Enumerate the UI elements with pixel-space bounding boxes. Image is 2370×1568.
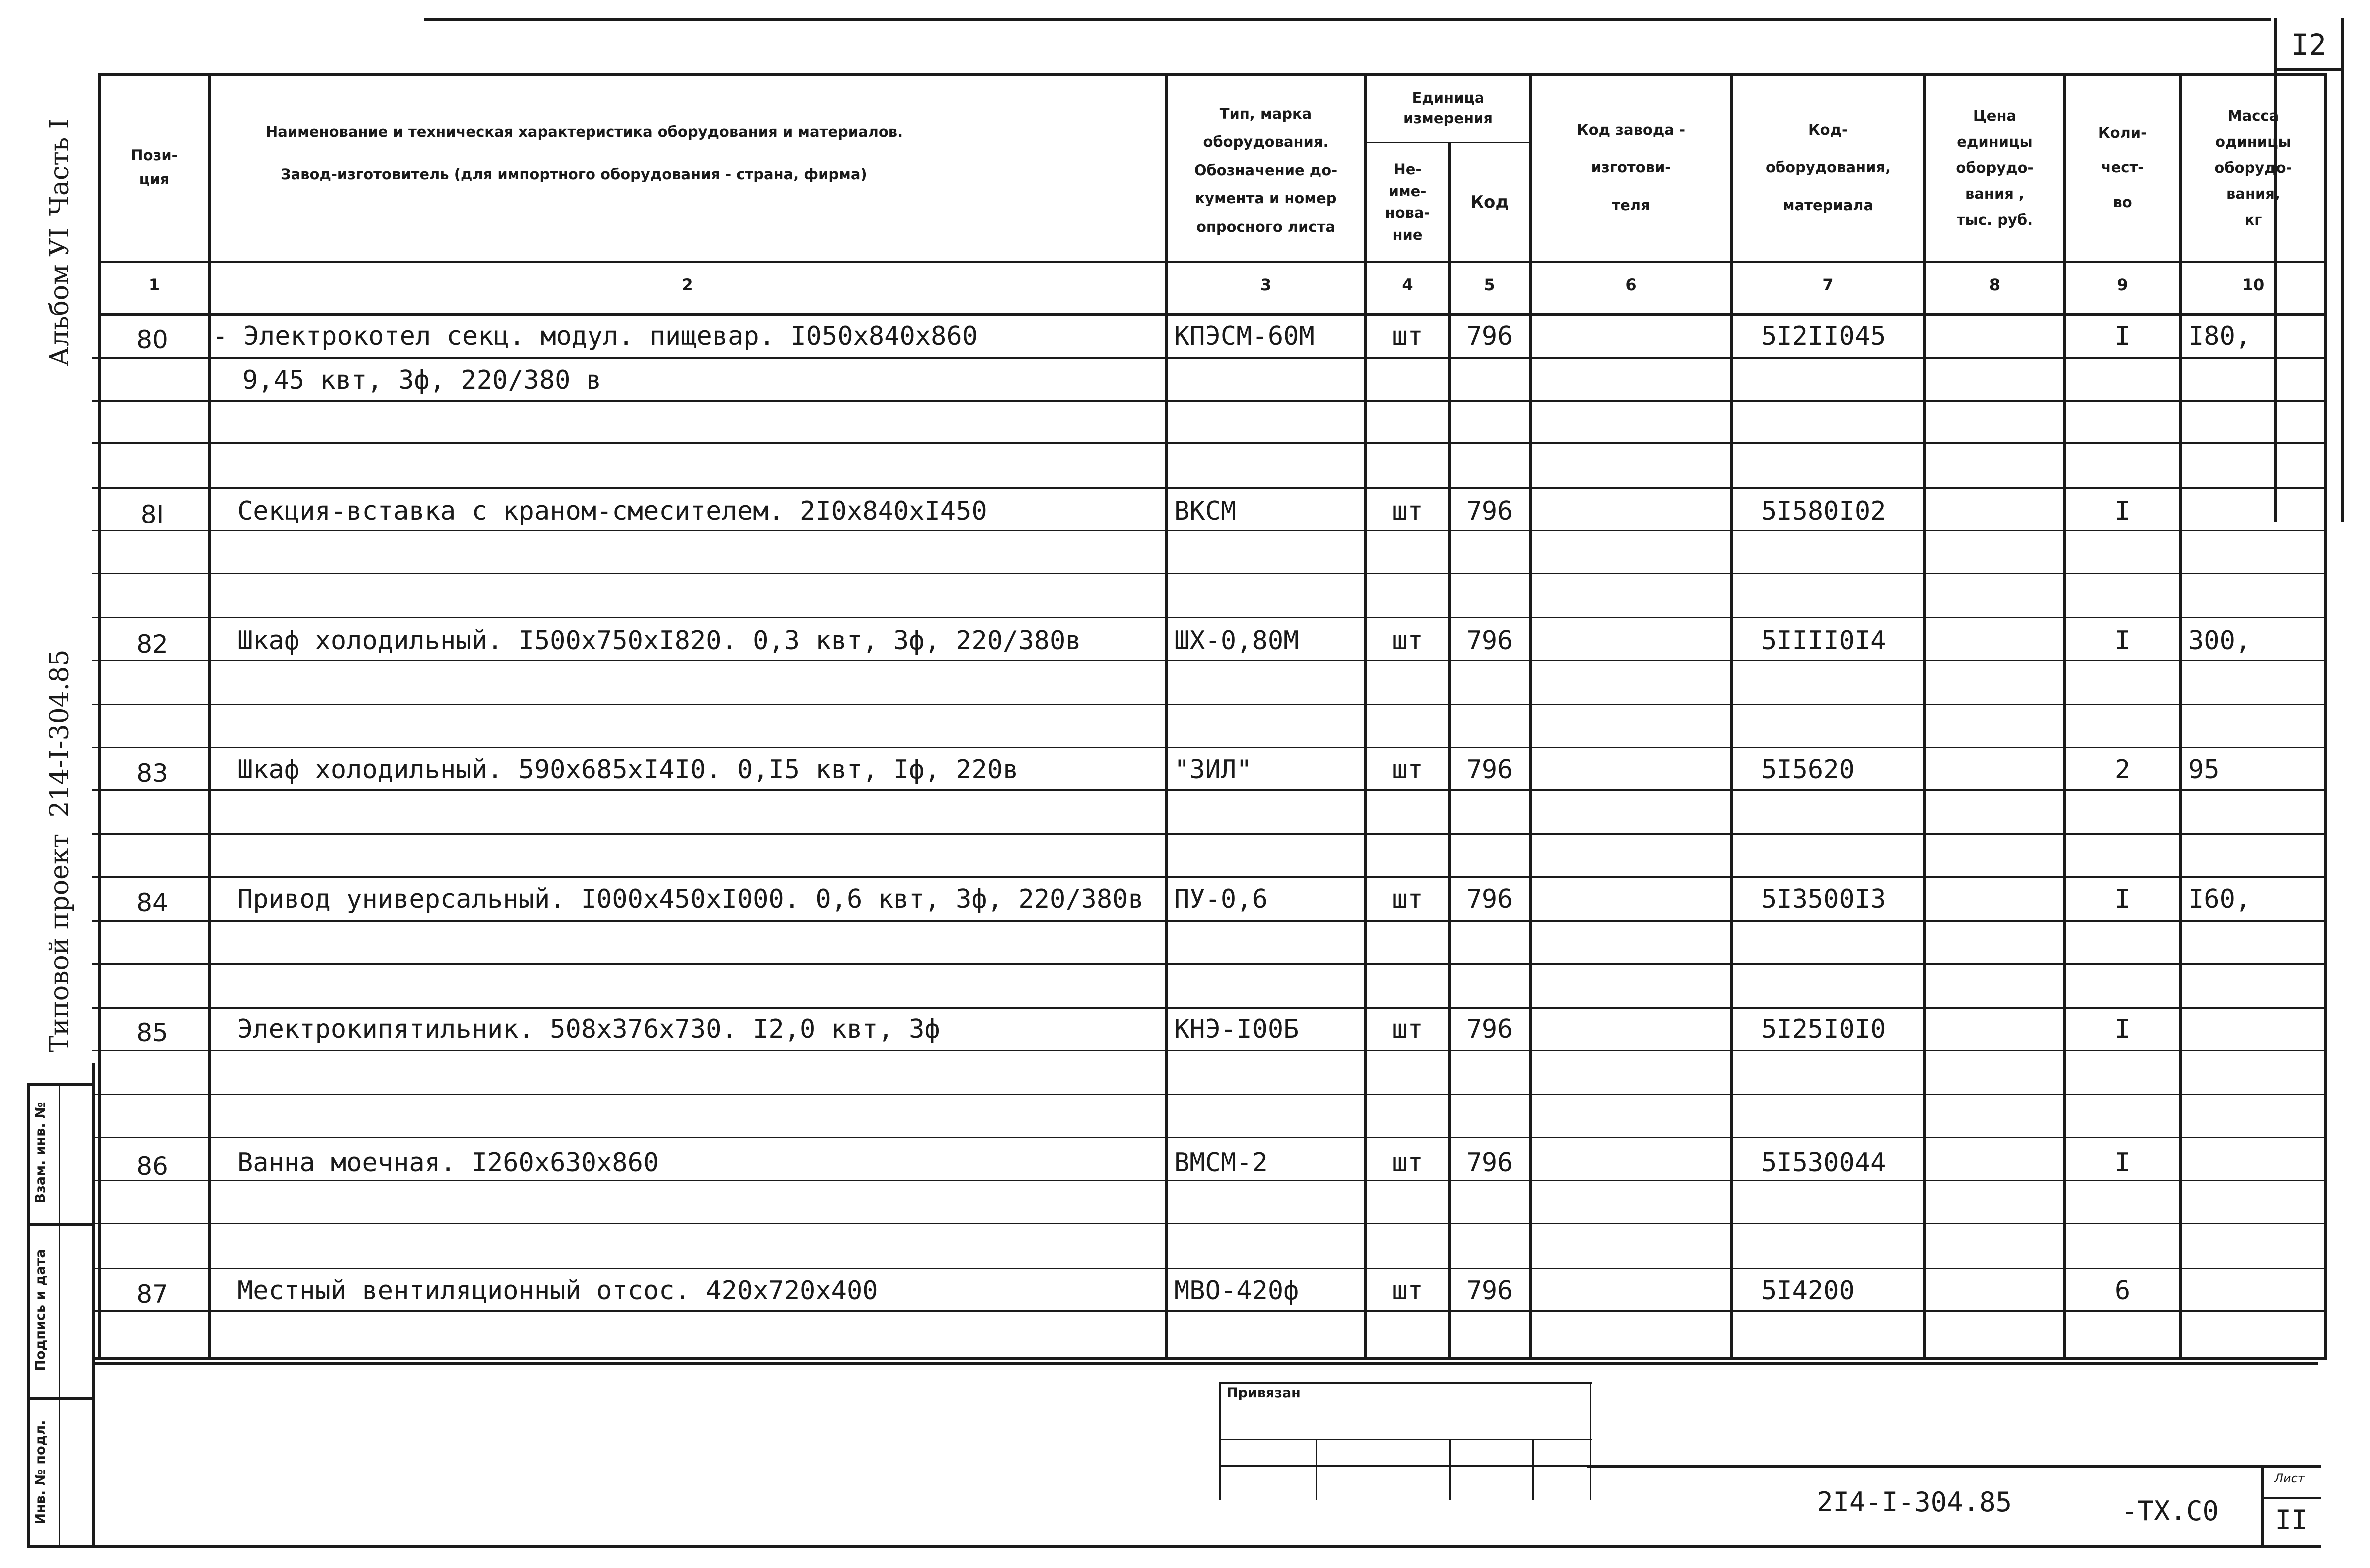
row-position: 8I xyxy=(140,500,164,529)
table-row xyxy=(0,624,2370,659)
row-equipment-code: 5I5620 xyxy=(1761,755,1855,784)
column-number: 4 xyxy=(1402,275,1413,294)
header-equipment-code: Код- оборудования, материала xyxy=(1765,121,1891,214)
row-quantity: I xyxy=(2114,496,2131,526)
column-number: 6 xyxy=(1625,275,1637,294)
row-unit: шт xyxy=(1392,884,1423,914)
header-unit-name: Не- име- нова- ние xyxy=(1385,161,1430,243)
row-position: 85 xyxy=(136,1018,168,1047)
column-number: 9 xyxy=(2117,275,2128,294)
row-type: КНЭ-I00Б xyxy=(1174,1014,1299,1044)
row-type: МВО-420ф xyxy=(1174,1276,1299,1306)
row-equipment-code: 5I4200 xyxy=(1761,1276,1855,1306)
row-equipment-code: 5IIII0I4 xyxy=(1761,626,1886,656)
row-type: КПЭСМ-60М xyxy=(1174,321,1315,351)
row-position: 82 xyxy=(136,630,168,659)
row-unit-code: 796 xyxy=(1466,321,1513,351)
row-equipment-code: 5I25I0I0 xyxy=(1761,1014,1886,1044)
row-quantity: I xyxy=(2114,321,2131,351)
stamp-label-replace-inv: Взам. инв. № xyxy=(33,1102,48,1204)
row-unit: шт xyxy=(1392,321,1423,351)
side-label-part: Часть I xyxy=(45,118,75,216)
side-label-album: Альбом УI xyxy=(45,227,75,367)
sheet-label: Лист xyxy=(2274,1471,2305,1485)
row-mass: I80, xyxy=(2188,321,2251,351)
row-unit-code: 796 xyxy=(1466,884,1513,914)
stamp-label-inv-original: Инв. № подл. xyxy=(33,1420,48,1525)
row-quantity: I xyxy=(2114,1148,2131,1178)
header-name-line2: Завод-изготовитель (для импортного оборудования - страна, фирма) xyxy=(281,166,867,183)
row-name-continued: 9,45 квт, 3ф, 220/380 в xyxy=(242,365,602,395)
header-name xyxy=(211,75,1165,261)
row-type: ВКСМ xyxy=(1174,496,1237,526)
row-equipment-code: 5I530044 xyxy=(1761,1148,1886,1178)
row-quantity: I xyxy=(2114,626,2131,656)
row-type: ПУ-0,6 xyxy=(1174,884,1268,914)
sheet-number: I2 xyxy=(2291,28,2326,62)
row-quantity: I xyxy=(2114,1014,2131,1044)
table-row xyxy=(0,494,2370,529)
column-number: 5 xyxy=(1484,275,1495,294)
row-name: Электрокипятильник. 508x376x730. I2,0 квт, 3ф xyxy=(237,1014,940,1044)
header-name-line1: Наименование и техническая характеристика оборудования и материалов. xyxy=(266,123,903,141)
document-code: 2I4-I-304.85 xyxy=(1817,1486,2012,1518)
row-unit: шт xyxy=(1392,626,1423,656)
sheet-value: II xyxy=(2275,1504,2308,1536)
row-position: 84 xyxy=(136,888,168,917)
row-unit: шт xyxy=(1392,1014,1423,1044)
attached-label: Привязан xyxy=(1227,1385,1301,1401)
row-mass: 300, xyxy=(2188,626,2251,656)
column-number: 1 xyxy=(148,275,160,294)
row-name: Секция-вставка с краном-смесителем. 2I0x840xI450 xyxy=(237,496,987,526)
row-unit: шт xyxy=(1392,1148,1423,1178)
row-name: Местный вентиляционный отсос. 420x720x400 xyxy=(237,1276,878,1306)
side-label-project-code: 214-I-304.85 xyxy=(45,649,75,818)
header-unit-code: Код xyxy=(1470,192,1509,212)
header-position: Пози- ция xyxy=(131,147,178,188)
row-unit-code: 796 xyxy=(1466,755,1513,784)
row-quantity: 6 xyxy=(2114,1276,2131,1306)
column-number: 10 xyxy=(2242,275,2265,294)
row-position: 87 xyxy=(136,1280,168,1308)
table-row xyxy=(0,753,2370,787)
side-label-project-type: Типовой проект xyxy=(45,833,75,1053)
row-unit-code: 796 xyxy=(1466,1148,1513,1178)
table-row xyxy=(0,319,2370,395)
stamp-label-signature-date: Подпись и дата xyxy=(33,1249,48,1371)
row-unit-code: 796 xyxy=(1466,496,1513,526)
row-equipment-code: 5I580I02 xyxy=(1761,496,1886,526)
table-row xyxy=(0,1146,2370,1181)
row-name: - Электрокотел секц. модул. пищевар. I050x840x860 xyxy=(212,321,978,351)
row-unit-code: 796 xyxy=(1466,1014,1513,1044)
column-number: 7 xyxy=(1822,275,1834,294)
row-unit: шт xyxy=(1392,755,1423,784)
column-number: 3 xyxy=(1260,275,1272,294)
row-type: ВМСМ-2 xyxy=(1174,1148,1268,1178)
header-quantity: Коли- чест- во xyxy=(2098,124,2147,211)
row-name: Шкаф холодильный. 590x685xI4I0. 0,I5 квт, Iф, 220в xyxy=(237,755,1019,784)
table-row xyxy=(0,882,2370,917)
table-row xyxy=(0,1012,2370,1047)
header-price: Цена единицы оборудо- вания , тыс. руб. xyxy=(1956,107,2034,229)
row-name: Привод универсальный. I000x450xI000. 0,6 квт, 3ф, 220/380в xyxy=(237,884,1144,914)
row-type: "ЗИЛ" xyxy=(1174,755,1252,784)
row-name: Ванна моечная. I260x630x860 xyxy=(237,1148,659,1178)
header-type: Тип, марка оборудования. Обозначение до- кумента и номер опросного листа xyxy=(1194,105,1338,235)
row-mass: I60, xyxy=(2188,884,2251,914)
row-mass: 95 xyxy=(2188,755,2220,784)
row-position: 80 xyxy=(136,325,168,354)
row-unit-code: 796 xyxy=(1466,626,1513,656)
row-unit: шт xyxy=(1392,1276,1423,1306)
table-row xyxy=(0,1274,2370,1308)
header-plant-code: Код завода - изготови- теля xyxy=(1577,121,1685,214)
column-number: 2 xyxy=(682,275,693,294)
header-unit-group: Единица измерения xyxy=(1403,89,1493,127)
row-quantity: 2 xyxy=(2114,755,2131,784)
row-position: 86 xyxy=(136,1152,168,1181)
document-suffix: -ТХ.С0 xyxy=(2121,1495,2219,1527)
row-name: Шкаф холодильный. I500x750xI820. 0,3 квт, 3ф, 220/380в xyxy=(237,626,1081,656)
row-quantity: I xyxy=(2114,884,2131,914)
header-mass: Масса одиницы оборудо- вания, кг xyxy=(2214,107,2292,229)
row-unit: шт xyxy=(1392,496,1423,526)
row-equipment-code: 5I3500I3 xyxy=(1761,884,1886,914)
row-position: 83 xyxy=(136,759,168,787)
row-unit-code: 796 xyxy=(1466,1276,1513,1306)
row-type: ШХ-0,80М xyxy=(1174,626,1299,656)
row-equipment-code: 5I2II045 xyxy=(1761,321,1886,351)
column-number: 8 xyxy=(1989,275,2001,294)
